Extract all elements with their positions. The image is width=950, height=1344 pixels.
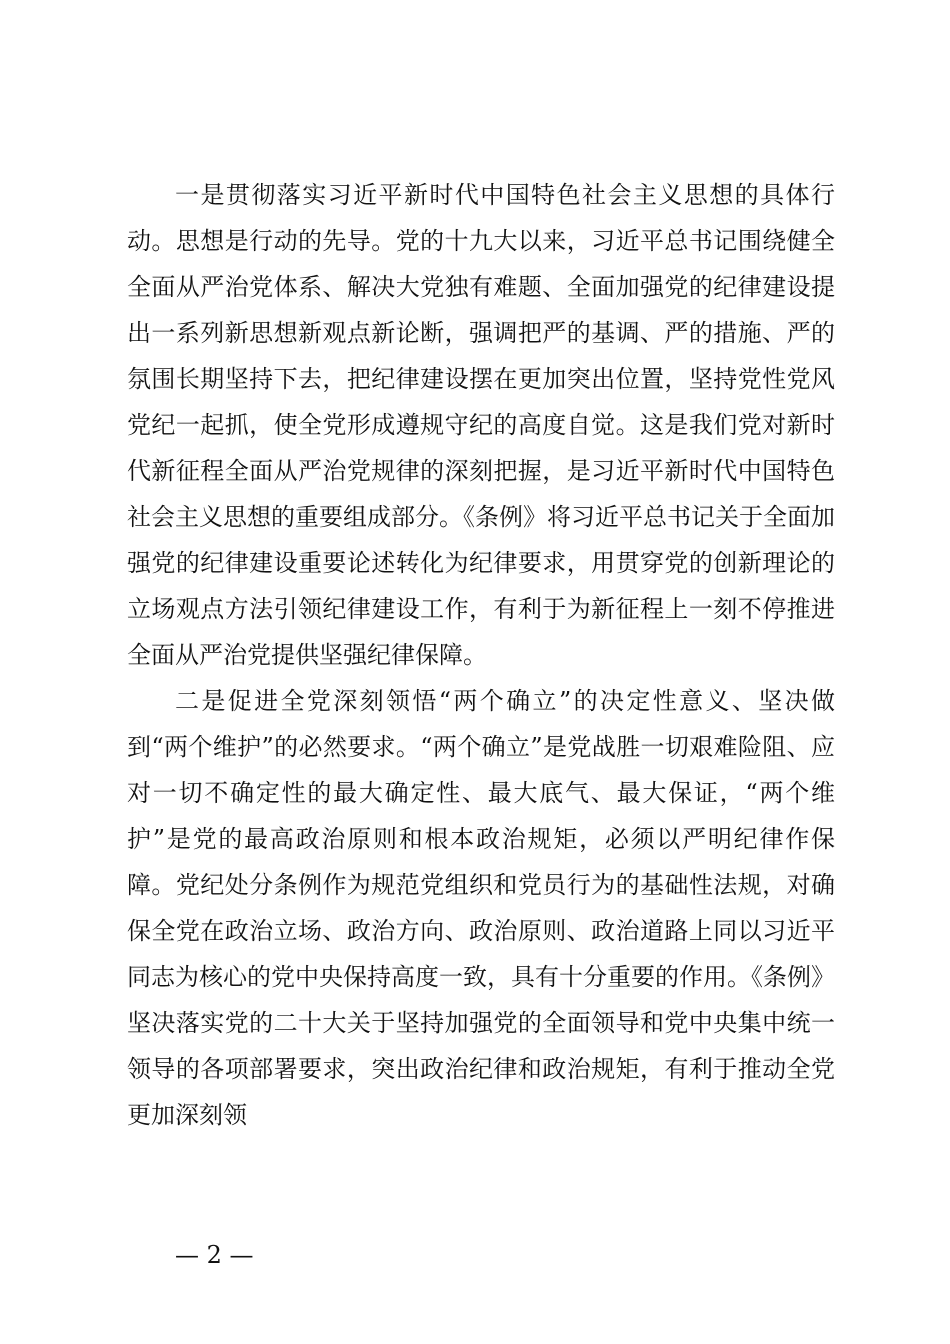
body-text — [127, 172, 835, 1138]
paragraph-2: 二是促进全党深刻领悟“两个确立”的决定性意义、坚决做到“两个维护”的必然要求。“两个确立”是党战胜一切艰难险阻、应对一切不确定性的最大确定性、最大底气、最大保证，“两个维护”是党的最高政治原则和根本政治规矩，必须以严明纪律作保障。党纪处分条例作为规范党组织和党员行为的基础性法规，对确保全党在政治立场、政治方向、政治原则、政治道路上同以习近平同志为核心的党中央保持高度一致，具有十分重要的作用。《条例》坚决落实党的二十大关于坚持加强党的全面领导和党中央集中统一领导的各项部署要求，突出政治纪律和政治规矩，有利于推动全党更加深刻领 — [127, 687, 835, 1129]
page-number: — 2 — — [175, 1241, 254, 1269]
paragraph-1: 一是贯彻落实习近平新时代中国特色社会主义思想的具体行动。思想是行动的先导。党的十九大以来，习近平总书记围绕健全全面从严治党体系、解决大党独有难题、全面加强党的纪律建设提出一系列新思想新观点新论断，强调把严的基调、严的措施、严的氛围长期坚持下去，把纪律建设摆在更加突出位置，坚持党性党风党纪一起抓，使全党形成遵规守纪的高度自觉。这是我们党对新时代新征程全面从严治党规律的深刻把握，是习近平新时代中国特色社会主义思想的重要组成部分。《条例》将习近平总书记关于全面加强党的纪律建设重要论述转化为纪律要求，用贯穿党的创新理论的立场观点方法引领纪律建设工作，有利于为新征程上一刻不停推进全面从严治党提供坚强纪律保障。 — [127, 181, 835, 669]
